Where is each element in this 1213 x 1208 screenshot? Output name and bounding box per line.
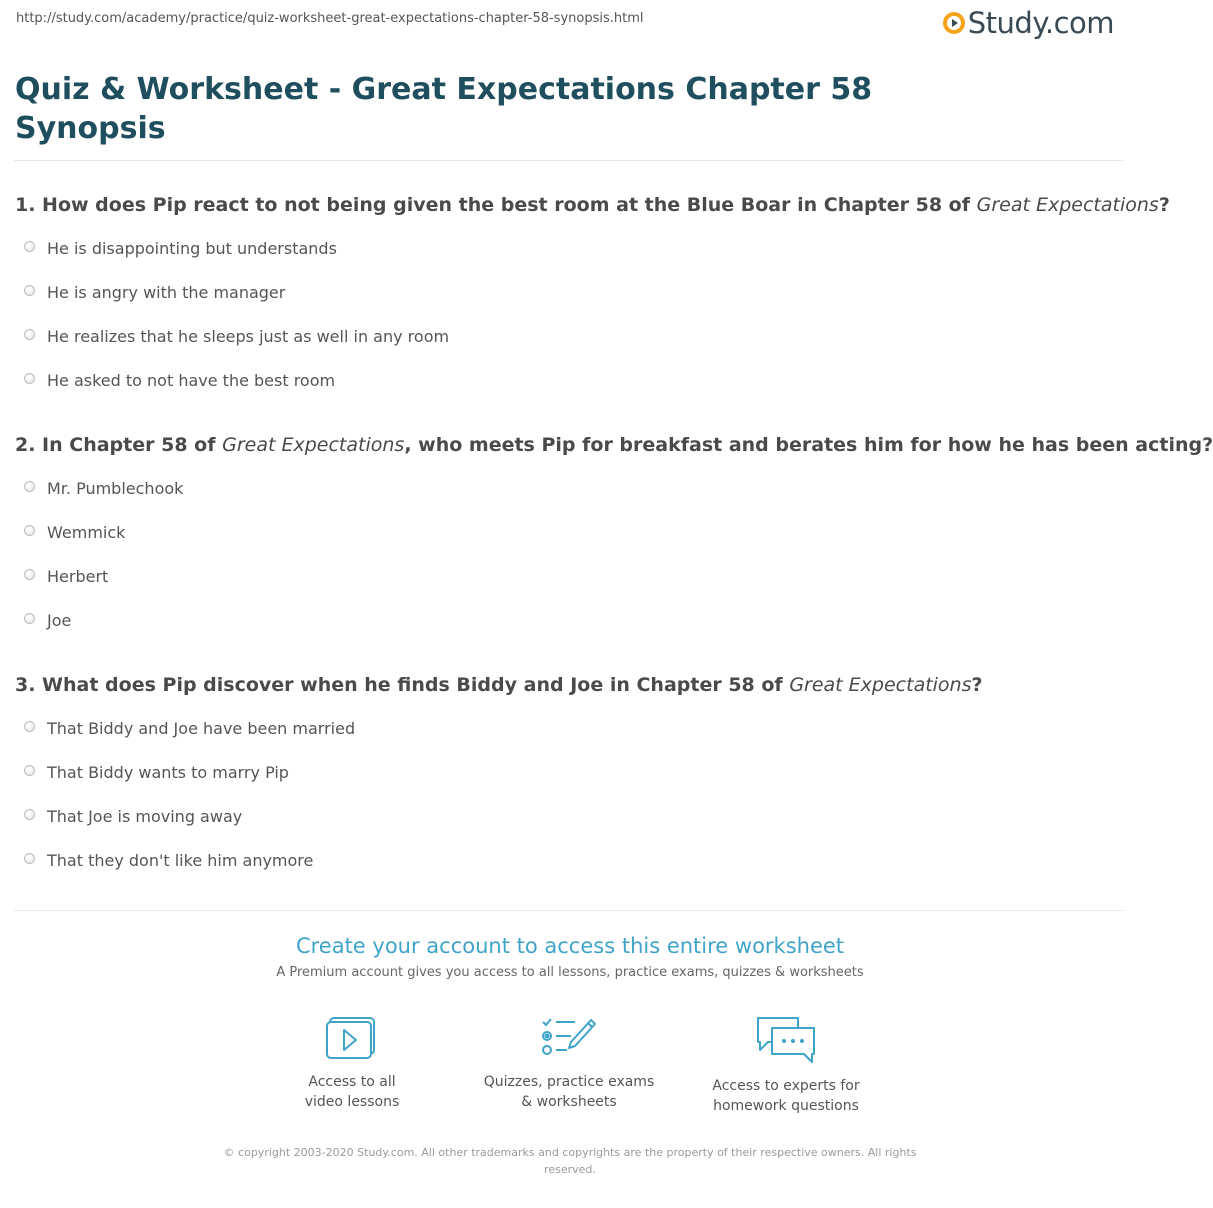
feature-label [242,1072,462,1112]
answer-option[interactable] [24,371,335,390]
answer-option[interactable] [24,763,289,782]
book-title: Great Expectations [222,434,405,456]
answer-label: That they don't like him anymore [47,851,314,870]
answer-option[interactable] [24,523,125,542]
answer-label: He is angry with the manager [47,283,286,302]
answer-option[interactable] [24,567,108,586]
feature-label-line: video lessons [304,1094,400,1110]
header-divider [14,160,1124,161]
answer-label: Herbert [47,567,109,586]
answer-option[interactable] [24,239,337,258]
radio-button-icon[interactable] [24,285,35,296]
radio-button-icon[interactable] [24,241,35,252]
question-3 [15,674,983,696]
radio-button-icon[interactable] [24,853,35,864]
radio-button-icon[interactable] [24,329,35,340]
question-text-end: ? [971,674,983,696]
logo-wordmark: Study.com [967,6,1114,40]
feature-experts [676,1016,896,1116]
answer-option[interactable] [24,807,242,826]
quiz-checklist-icon [541,1016,597,1060]
answer-option[interactable] [24,719,355,738]
radio-button-icon[interactable] [24,569,35,580]
radio-button-icon[interactable] [24,613,35,624]
feature-quizzes [459,1016,679,1112]
question-text: 1. How does Pip react to not being given the best room at the Blue Boar in Chapter 58 of [15,194,977,216]
radio-button-icon[interactable] [24,809,35,820]
feature-label-line: Access to all [308,1074,396,1090]
answer-label: He is disappointing but understands [47,239,337,258]
question-text: 3. What does Pip discover when he finds Biddy and Joe in Chapter 58 of [15,674,790,696]
answer-label: He realizes that he sleeps just as well in any room [47,327,450,346]
answer-option[interactable] [24,327,449,346]
answer-label: That Joe is moving away [47,807,243,826]
radio-button-icon[interactable] [24,481,35,492]
question-2 [15,434,1213,456]
page-url: http://study.com/academy/practice/quiz-worksheet-great-expectations-chapter-58-synopsis.html [16,11,644,26]
answer-label: That Biddy wants to marry Pip [47,763,289,782]
question-text-end: , who meets Pip for breakfast and berates him for how he has been acting? [404,434,1213,456]
answer-label: That Biddy and Joe have been married [47,719,356,738]
video-lesson-icon [326,1016,378,1060]
radio-button-icon[interactable] [24,765,35,776]
page-title: Quiz & Worksheet - Great Expectations Chapter 58 Synopsis [15,72,873,146]
feature-video-lessons [242,1016,462,1112]
radio-button-icon[interactable] [24,721,35,732]
question-text: 2. In Chapter 58 of [15,434,223,456]
feature-label-line: Quizzes, practice exams [483,1074,655,1090]
answer-option[interactable] [24,611,71,630]
answer-option[interactable] [24,479,183,498]
premium-description: A Premium account gives you access to all lessons, practice exams, quizzes & worksheets [276,965,864,980]
question-1 [15,194,1170,216]
radio-button-icon[interactable] [24,373,35,384]
expert-chat-icon [754,1016,818,1064]
feature-label-line: homework questions [713,1098,859,1114]
feature-label [459,1072,679,1112]
feature-label [676,1076,896,1116]
study-logo[interactable] [943,6,1114,40]
feature-label-line: & worksheets [521,1094,617,1110]
copyright-notice: © copyright 2003-2020 Study.com. All other trademarks and copyrights are the property of their respective owners. All rights reserved. [223,1146,917,1176]
answer-option[interactable] [24,283,285,302]
answer-label: Mr. Pumblechook [47,479,184,498]
footer-divider [14,910,1124,911]
feature-label-line: Access to experts for [712,1078,860,1094]
play-logo-icon [943,12,965,34]
radio-button-icon[interactable] [24,525,35,536]
create-account-link[interactable]: Create your account to access this entire worksheet [295,934,845,958]
answer-label: Joe [47,611,72,630]
answer-label: He asked to not have the best room [47,371,336,390]
question-text-end: ? [1158,194,1170,216]
answer-option[interactable] [24,851,313,870]
answer-label: Wemmick [47,523,126,542]
book-title: Great Expectations [976,194,1159,216]
book-title: Great Expectations [789,674,972,696]
